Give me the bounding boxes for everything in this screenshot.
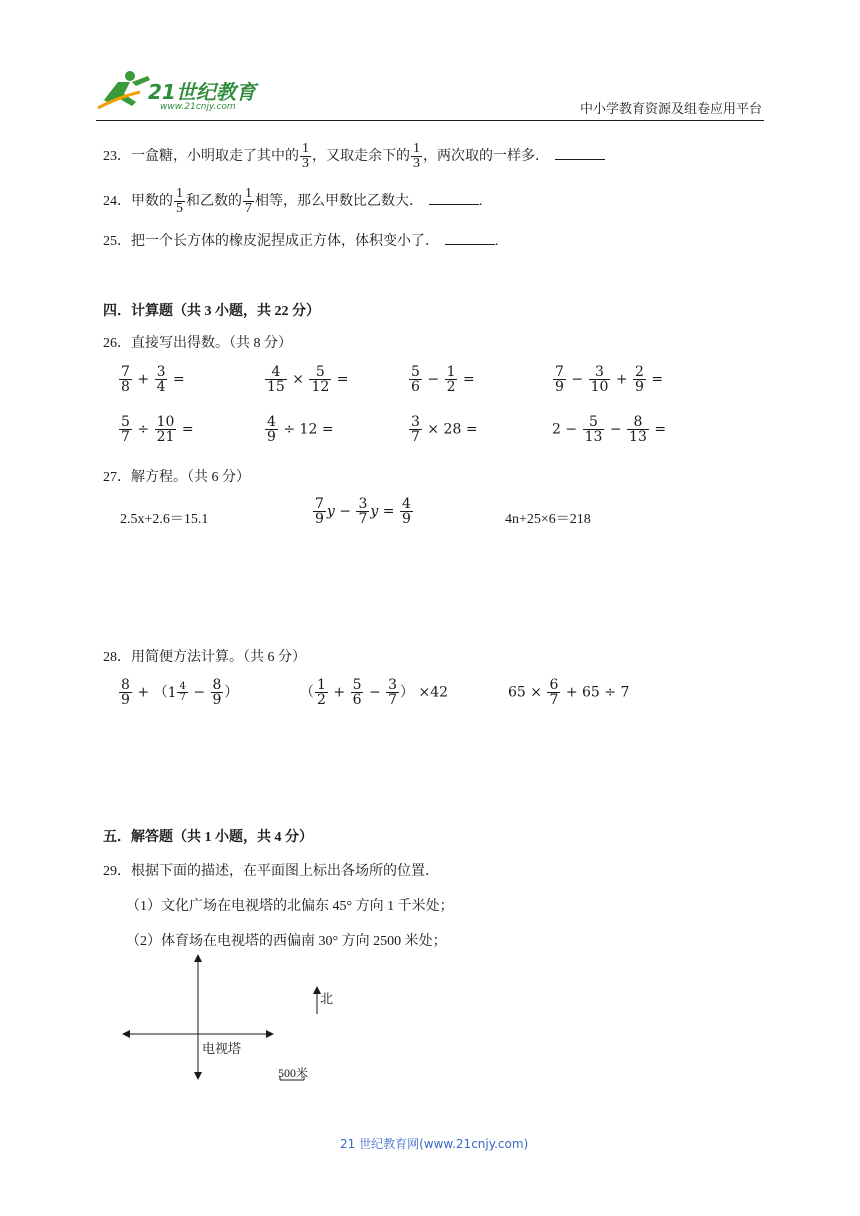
calc-item-4: $\frac{7}{9}$ − $\frac{3}{10}$ + $\frac{2}{9}$ = [555, 364, 664, 395]
calc-item-1: $\frac{7}{8}$ + $\frac{3}{4}$ = [121, 364, 185, 395]
fraction: $\frac{1}{7}$ [245, 186, 252, 217]
fraction: $\frac{1}{3}$ [302, 141, 309, 172]
footer-link[interactable]: 21 世纪教育网(www.21cnjy.com) [340, 1137, 529, 1151]
question-23: 23．一盒糖，小明取走了其中的 $\frac{1}{3}$ ，又取走余下的 $\frac{1}{3}$ ，两次取的一样多． [103, 138, 605, 176]
calc-item-7: $\frac{3}{7}$ × 28 = [411, 414, 478, 445]
coordinate-diagram [118, 952, 358, 1082]
scale-label: 500米 [278, 1066, 309, 1080]
north-label: 北 [320, 991, 334, 1006]
answer-blank[interactable] [555, 147, 605, 160]
simplify-expr-2: （ $\frac{1}{2}$ + $\frac{5}{6}$ − $\frac{3}{7}$ ） ×42 [300, 677, 449, 708]
platform-title: 中小学教育资源及组卷应用平台 [580, 102, 763, 117]
question-29-line-1: （1）文化广场在电视塔的北偏东 45° 方向 1 千米处； [126, 899, 454, 914]
question-27-title: 27．解方程。（共 6 分） [103, 470, 250, 485]
question-24: 24．甲数的 $\frac{1}{5}$ 和乙数的 $\frac{1}{7}$ 相等，那么甲数比乙数大． . [103, 186, 483, 217]
calc-item-8: 2 − $\frac{5}{13}$ − $\frac{8}{13}$ = [552, 414, 667, 445]
answer-blank[interactable] [429, 192, 479, 205]
center-label: 电视塔 [202, 1041, 242, 1056]
question-26-title: 26．直接写出得数。（共 8 分） [103, 336, 292, 351]
question-29-line-2: （2）体育场在电视塔的西偏南 30° 方向 2500 米处； [126, 934, 447, 949]
fraction: $\frac{1}{3}$ [413, 141, 420, 172]
calc-item-3: $\frac{5}{6}$ − $\frac{1}{2}$ = [411, 364, 475, 395]
calc-item-5: $\frac{5}{7}$ ÷ $\frac{10}{21}$ = [121, 414, 194, 445]
logo-text: 21世纪教育 [148, 80, 256, 104]
equation-2: $\frac{7}{9}$ y − $\frac{3}{7}$ y = $\frac{4}{9}$ [315, 496, 411, 527]
fraction: $\frac{1}{5}$ [176, 186, 183, 217]
question-25: 25．把一个长方体的橡皮泥捏成正方体，体积变小了． . [103, 234, 499, 249]
logo-subtext: www.21cnjy.com [160, 102, 236, 112]
section-5-title: 五．解答题（共 1 小题，共 4 分） [103, 830, 313, 845]
header-rule [96, 120, 764, 121]
simplify-expr-1: $\frac{8}{9}$ + （ 1 $\frac{4}{7}$ − $\frac{8}{9}$ ） [121, 677, 239, 708]
runner-logo-icon [96, 68, 156, 112]
answer-blank[interactable] [445, 232, 495, 245]
header-logo [96, 68, 266, 116]
question-28-title: 28．用简便方法计算。（共 6 分） [103, 650, 306, 665]
simplify-expr-3: 65 × $\frac{6}{7}$ + 65 ÷ 7 [508, 677, 630, 708]
equation-3: 4n+25×6＝218 [505, 512, 591, 527]
question-29-title: 29．根据下面的描述，在平面图上标出各场所的位置． [103, 864, 439, 879]
calc-item-2: $\frac{4}{15}$ × $\frac{5}{12}$ = [267, 364, 349, 395]
calc-item-6: $\frac{4}{9}$ ÷ 12 = [267, 414, 334, 445]
equation-1: 2.5x+2.6＝15.1 [120, 512, 209, 527]
section-4-title: 四．计算题（共 3 小题，共 22 分） [103, 304, 320, 319]
